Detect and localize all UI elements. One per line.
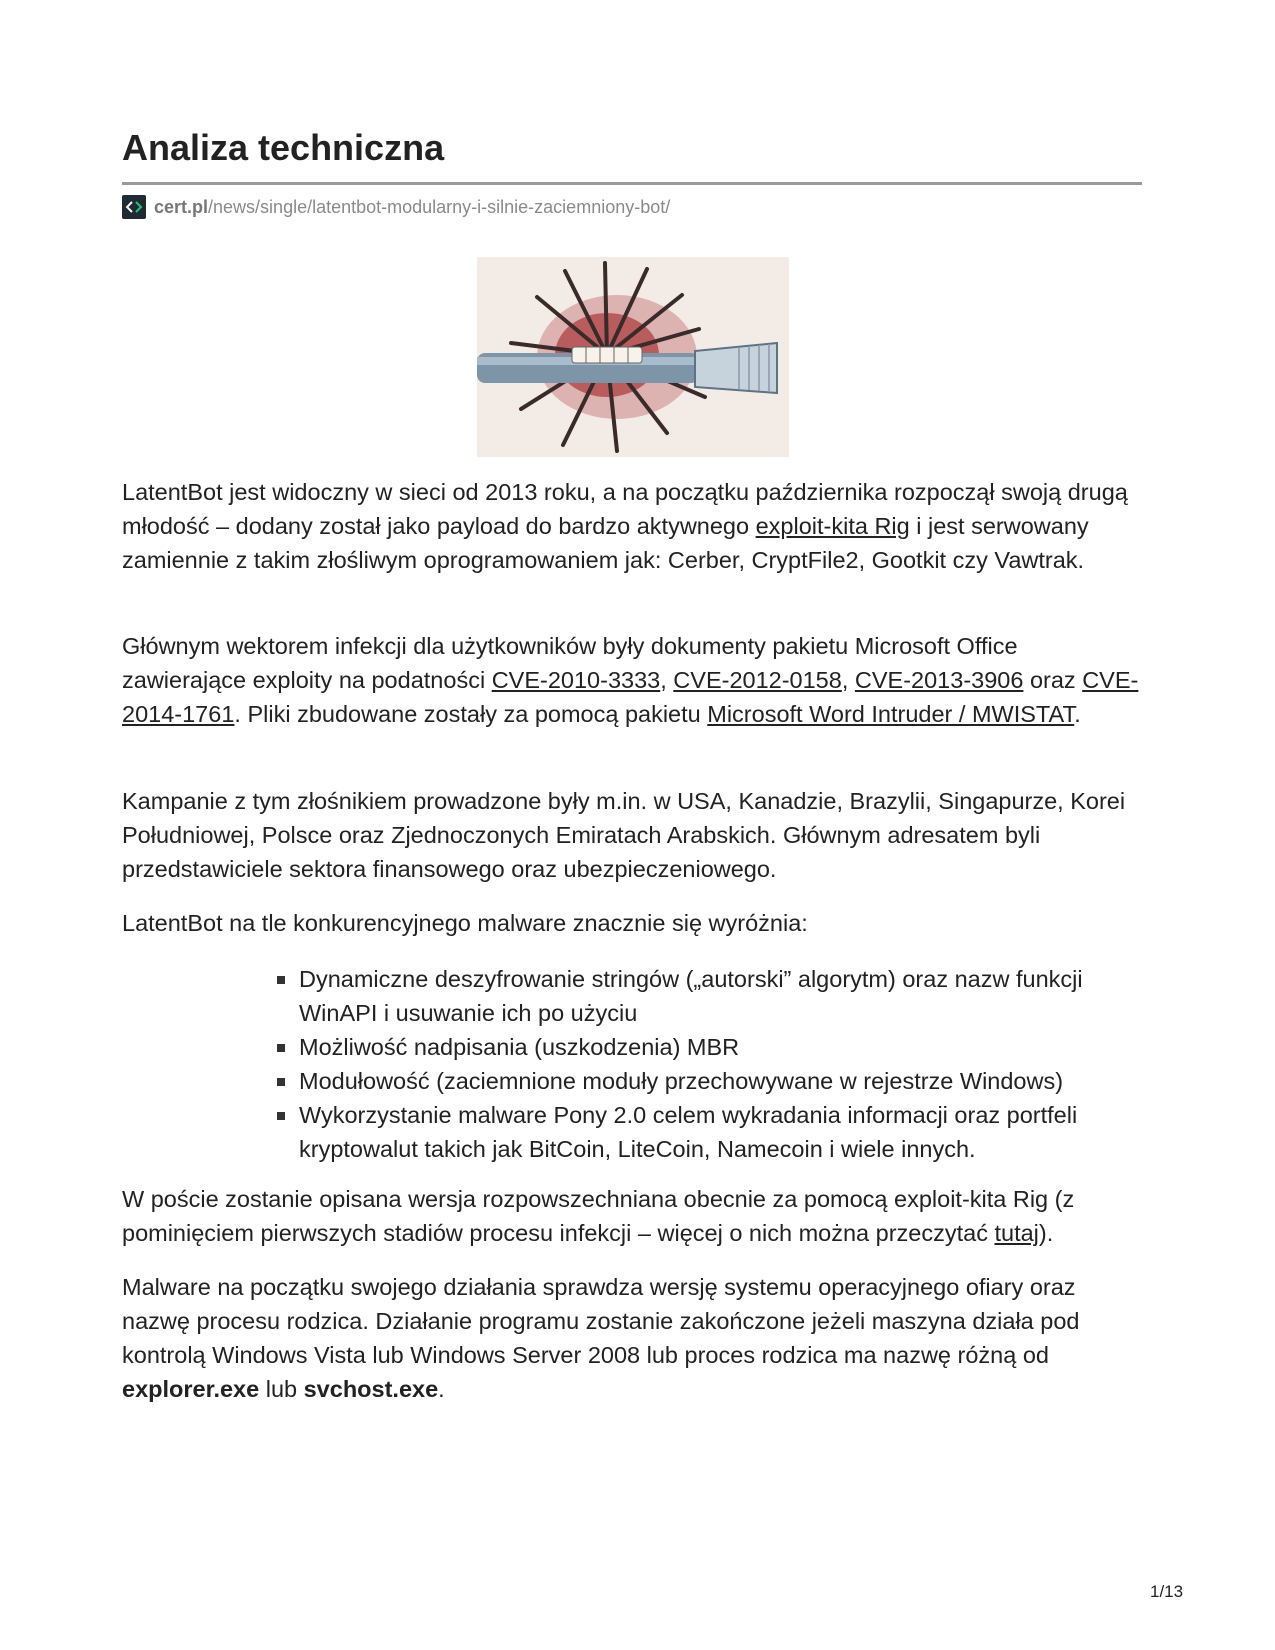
list-item: Wykorzystanie malware Pony 2.0 celem wykradania informacji oraz portfeli kryptowalut takich jak BitCoin, LiteCoin, Namecoin i wiele innych. — [272, 1098, 1142, 1166]
list-item: Możliwość nadpisania (uszkodzenia) MBR — [272, 1030, 1142, 1064]
paragraph-4: LatentBot na tle konkurencyjnego malware znacznie się wyróżnia: — [122, 910, 808, 936]
link-mwistat[interactable]: Microsoft Word Intruder / MWISTAT — [707, 701, 1075, 727]
source-url[interactable] — [122, 194, 670, 220]
link-cve-2014-1761[interactable]: CVE-2014-1761 — [122, 667, 1139, 727]
link-exploit-kit-rig[interactable]: exploit-kita Rig — [755, 513, 910, 539]
list-item: Modułowość (zaciemnione moduły przechowywane w rejestrze Windows) — [272, 1064, 1142, 1098]
code-brackets-icon — [122, 195, 146, 219]
paragraph-3: Kampanie z tym złośnikiem prowadzone były m.in. w USA, Kanadzie, Brazylii, Singapurze, Korei Południowej, Polsce oraz Zjednoczonych Emiratach Arabskich. Głównym adresatem byli przedstawiciele sektora finansowego oraz ubezpieczeniowego. — [122, 788, 1126, 882]
article-illustration — [477, 257, 789, 457]
link-cve-2010-3333[interactable]: CVE-2010-3333 — [491, 667, 661, 693]
list-item: Dynamiczne deszyfrowanie stringów („autorski” algorytm) oraz nazw funkcji WinAPI i usuwanie ich po użyciu — [272, 962, 1142, 1030]
page-number: 1/13 — [1150, 1582, 1184, 1601]
paragraph-6: Malware na początku swojego działania sprawdza wersję systemu operacyjnego ofiary oraz nazwę procesu rodzica. Działanie programu zostanie zakończone jeżeli maszyna działa pod kontrolą Windows Vista lub Windows Server 2008 lub proces rodzica ma nazwę różną od explorer.exe lub svchost.exe. — [122, 1274, 1080, 1402]
source-path: /news/single/latentbot-modularny-i-silnie-zaciemniony-bot/ — [208, 196, 671, 217]
source-domain: cert.pl — [154, 196, 209, 217]
page-title: Analiza techniczna — [122, 127, 445, 168]
link-cve-2013-3906[interactable]: CVE-2013-3906 — [854, 667, 1024, 693]
paragraph-5: W poście zostanie opisana wersja rozpowszechniana obecnie za pomocą exploit-kita Rig (z pominięciem pierwszych stadiów procesu infekcji – więcej o nich można przeczytać tutaj). — [122, 1186, 1075, 1246]
paragraph-1: LatentBot jest widoczny w sieci od 2013 roku, a na początku października rozpoczął swoją drugą młodość – dodany został jako payload do bardzo aktywnego exploit-kita Rig i jest serwowany zamiennie z takim złośliwym oprogramowaniem jak: Cerber, CryptFile2, Gootkit czy Vawtrak. — [122, 479, 1128, 573]
spiked-network-cable-illustration — [477, 257, 789, 457]
feature-list — [272, 962, 1142, 1166]
process-name-svchost: svchost.exe — [303, 1376, 439, 1402]
link-cve-2012-0158[interactable]: CVE-2012-0158 — [673, 667, 842, 693]
process-name-explorer: explorer.exe — [122, 1376, 260, 1402]
link-tutaj[interactable]: tutaj — [994, 1220, 1039, 1246]
title-divider — [122, 182, 1142, 185]
paragraph-2: Głównym wektorem infekcji dla użytkowników były dokumenty pakietu Microsoft Office zawierające exploity na podatności CVE-2010-3333, CVE-2012-0158, CVE-2013-3906 oraz CVE-2014-1761. Pliki zbudowane zostały za pomocą pakietu Microsoft Word Intruder / MWISTAT. — [122, 633, 1139, 727]
